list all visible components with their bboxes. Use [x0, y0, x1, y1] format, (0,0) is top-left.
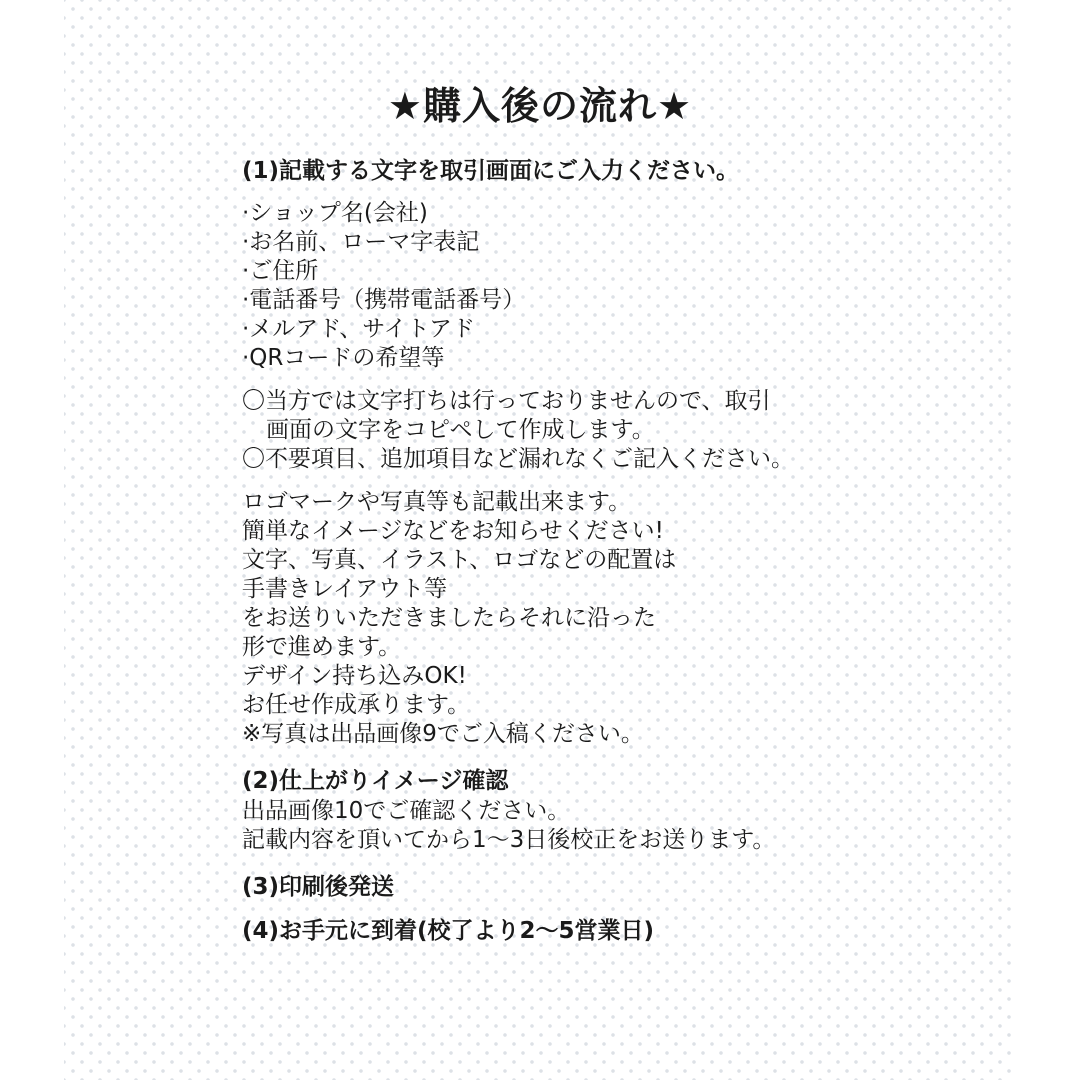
steps-column: [242, 155, 1042, 947]
info-line: ※写真は出品画像9でご入稿ください。: [242, 721, 644, 747]
step2-line: 記載内容を頂いてから1～3日後校正をお送ります。: [242, 827, 776, 853]
page-title: ★購入後の流れ★: [387, 84, 693, 128]
info-line: お任せ作成承ります。: [242, 692, 471, 718]
list-item: ·QRコードの希望等: [242, 345, 445, 371]
note-line: 画面の文字をコピペして作成します。: [266, 417, 655, 443]
list-item: ·ご住所: [242, 258, 319, 284]
step2-body: [242, 797, 1042, 855]
list-item: ·お名前、ローマ字表記: [242, 229, 480, 255]
info-line: をお送りいただきましたらそれに沿った: [242, 605, 656, 631]
info-line: デザイン持ち込みOK!: [242, 663, 467, 689]
step4-heading: (4)お手元に到着(校了より2～5営業日): [242, 918, 655, 944]
step3-heading: (3)印刷後発送: [242, 874, 395, 900]
list-item: ·メルアド、サイトアド: [242, 316, 475, 342]
step2-heading: (2)仕上がりイメージ確認: [242, 768, 509, 794]
info-line: 文字、写真、イラスト、ロゴなどの配置は: [242, 547, 677, 573]
step1-item-list: [242, 199, 1042, 373]
list-item: ·電話番号（携帯電話番号）: [242, 287, 526, 313]
info-line: 簡単なイメージなどをお知らせください!: [242, 518, 664, 544]
step1-info: [242, 488, 1042, 749]
step1-notes: [242, 387, 1042, 474]
info-line: 形で進めます。: [242, 634, 402, 660]
info-line: ロゴマークや写真等も記載出来ます。: [242, 489, 632, 515]
list-item: ·ショップ名(会社): [242, 200, 428, 226]
step1-heading: (1)記載する文字を取引画面にご入力ください。: [242, 158, 740, 184]
info-line: 手書きレイアウト等: [242, 576, 448, 602]
note-line: 〇当方では文字打ちは行っておりませんので、取引: [242, 388, 771, 414]
note-line: 〇不要項目、追加項目など漏れなくご記入ください。: [242, 446, 794, 472]
step2-line: 出品画像10でご確認ください。: [242, 798, 571, 824]
